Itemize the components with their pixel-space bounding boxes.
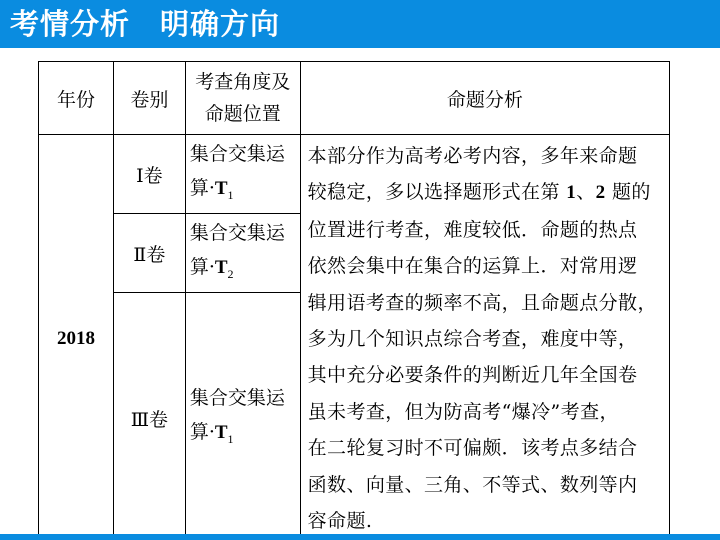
topic-question-letter: T [214, 177, 228, 199]
analysis-text: 题的 [605, 181, 651, 204]
footer-bar [0, 534, 720, 540]
topic-question-letter: T [214, 256, 228, 278]
topic-question-number: 1 [227, 187, 234, 202]
topic-question-letter: T [214, 421, 228, 443]
analysis-number: 1 [566, 182, 577, 204]
topic-cell-2 [185, 214, 300, 293]
topic-line1: 集合交集运 [189, 142, 285, 165]
analysis-line: 本部分作为高考必考内容，多年来命题 [307, 145, 638, 167]
topic-cell-3 [185, 293, 300, 540]
header-year: 年份 [39, 62, 114, 135]
analysis-cell [300, 135, 669, 540]
header-bar [0, 0, 720, 48]
header-angle-line1: 考查角度及 [195, 71, 291, 93]
header-volume: 卷别 [113, 62, 185, 135]
analysis-line: 在二轮复习时不可偏颇．该考点多结合 [307, 437, 638, 460]
analysis-line: 依然会集中在集合的运算上．对常用逻 [307, 255, 638, 278]
topic-line2 [190, 250, 296, 291]
table-row [39, 135, 670, 214]
topic-prefix: 算· [189, 176, 215, 199]
analysis-line: 辑用语考查的频率不高，且命题点分散， [307, 291, 657, 314]
topic-line1: 集合交集运 [189, 221, 285, 244]
exam-analysis-table [38, 61, 670, 540]
analysis-text: 较稳定，多以选择题形式在第 [307, 181, 567, 204]
topic-line2 [190, 171, 296, 212]
analysis-number: 2 [595, 182, 606, 204]
analysis-line: 虽未考查，但为防高考“爆冷”考查， [307, 400, 619, 423]
analysis-line: 容命题. [307, 510, 373, 533]
header-angle [185, 62, 300, 135]
topic-cell-1 [185, 135, 300, 214]
analysis-line: 函数、向量、三角、不等式、数列等内 [307, 473, 638, 496]
topic-line1: 集合交集运 [189, 386, 285, 409]
year-cell: 2018 [39, 135, 114, 540]
topic-prefix: 算· [189, 420, 215, 443]
topic-prefix: 算· [189, 255, 215, 278]
header-angle-line2: 命题位置 [204, 103, 281, 125]
analysis-text: 、 [576, 181, 596, 204]
topic-question-number: 1 [227, 431, 234, 446]
header-analysis: 命题分析 [300, 62, 669, 135]
topic-question-number: 2 [227, 266, 234, 281]
analysis-line: 多为几个知识点综合考查，难度中等， [307, 328, 638, 351]
table-header-row [39, 62, 670, 135]
analysis-line: 其中充分必要条件的判断近几年全国卷 [307, 364, 638, 387]
volume-cell-3: Ⅲ卷 [113, 293, 185, 540]
volume-cell-2: Ⅱ卷 [113, 214, 185, 293]
topic-line2 [190, 415, 296, 456]
analysis-line: 位置进行考查，难度较低．命题的热点 [307, 218, 638, 241]
volume-cell-1: Ⅰ卷 [113, 135, 185, 214]
analysis-line [308, 174, 663, 211]
page-title: 考情分析 明确方向 [10, 7, 281, 41]
